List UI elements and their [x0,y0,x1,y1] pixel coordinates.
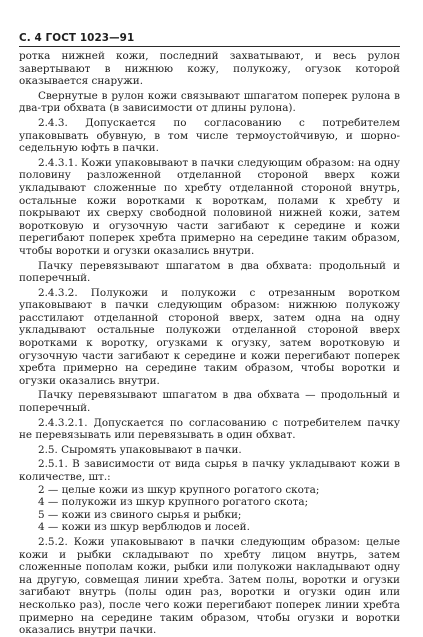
paragraph-2-5-1: 2.5.1. В зависимости от вида сырья в пачку укладывают кожи в количестве, шт.: [19,458,400,483]
list-item: 2 — целые кожи из шкур крупного рогатого скота; [38,483,320,496]
page-header: С. 4 ГОСТ 1023—91 [19,32,135,44]
paragraph-rolls-tying: Свернутые в рулон кожи связывают шпагатом поперек рулона в два-три обхвата (в зависимости от длины рулона). [19,89,400,115]
paragraph-pack-tying-1: Пачку перевязывают шпагатом в два обхвата: продольный и поперечный. [19,259,400,285]
paragraph-2-5-2: 2.5.2. Кожи упаковывают в пачки следующим образом: целые кожи и рыбки складывают по хребту лицом внутрь, затем сложенные пополам кожи, рыбки или полукожи накладывают одну на другую, совмещая линии хребта. Затем полы, воротки и огузки загибают внутрь (полы один раз, воротки и огузки один или несколько раз), после чего кожи перегибают поперек линии хребта примерно на середине таким образом, чтобы огузки и воротки оказались внутри пачки. [19,535,400,637]
header-rule [19,46,400,47]
list-item: 5 — кожи из свиного сырья и рыбки; [38,508,242,521]
paragraph-pack-tying-2: Пачку перевязывают шпагатом в два обхвата — продольный и поперечный. [19,389,400,415]
paragraph-2-4-3-2-1: 2.4.3.2.1. Допускается по согласованию с потребителем пачку не перевязывать или перевязывать в один обхват. [19,416,400,442]
list-item: 4 — полукожи из шкур крупного рогатого скота; [38,496,309,509]
paragraph-continuation: ротка нижней кожи, последний захватывают, и весь рулон завертывают в нижнюю кожу, полукожу, огузок которой оказывается снаружи. [19,50,400,88]
paragraph-2-4-3-1: 2.4.3.1. Кожи упаковывают в пачки следующим образом: на одну половину разложенной отделанной стороной вверх кожи укладывают сложенные по хребту отделанной стороной внутрь, остальные кожи воротками к вороткам, полами к хребту и покрывают их сверху свободной половиной нижней кожи, затем воротковую и огузочную части загибают к середине и кожи перегибают поперек хребта примерно на середине таким образом, чтобы воротки и огузки оказались внутри. [19,156,400,257]
list-item: 4 — кожи из шкур верблюдов и лосей. [38,521,250,534]
paragraph-2-4-3: 2.4.3. Допускается по согласованию с потребителем упаковывать обувную, в том числе термоустойчивую, и шорно-седельную юфть в пачки. [19,116,400,155]
paragraph-2-4-3-2: 2.4.3.2. Полукожи и полукожи с отрезанным воротком упаковывают в пачки следующим образом: нижнюю полукожу расстилают отделанной стороной вверх, затем одна на одну укладывают остальные полукожи отделанной стороной вверх воротками к воротку, огузками к огузку, затем воротковую и огузочную части загибают к середине и кожи перегибают поперек хребта примерно на середине таким образом, чтобы воротки и огузки оказались внутри. [19,286,400,387]
paragraph-2-5: 2.5. Сыромять упаковывают в пачки. [38,443,242,456]
document-body [19,50,400,637]
quantity-list [19,484,400,534]
